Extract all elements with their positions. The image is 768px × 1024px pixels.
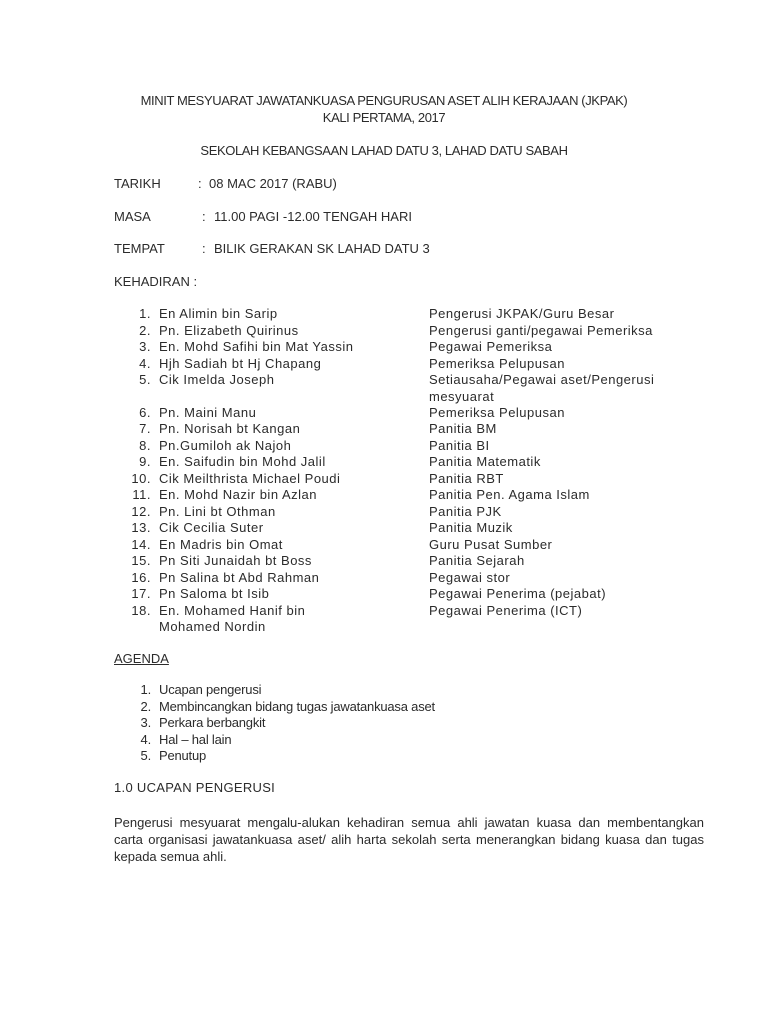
attendee-number: 7. bbox=[139, 421, 151, 436]
attendee-number: 6. bbox=[139, 404, 151, 420]
attendee-name: En. Saifudin bin Mohd Jalil bbox=[159, 454, 326, 469]
attendee-name: Pn Saloma bt Isib bbox=[159, 586, 270, 601]
attendee-name: Cik Imelda Joseph bbox=[159, 372, 275, 387]
agenda-text: Ucapan pengerusi bbox=[159, 682, 262, 697]
agenda-item bbox=[0, 732, 768, 749]
meta-value: 08 MAC 2017 (RABU) bbox=[209, 176, 337, 191]
attendee-number: 11. bbox=[132, 487, 151, 502]
attendee-role: Panitia PJK bbox=[429, 503, 502, 519]
agenda-item bbox=[0, 715, 768, 732]
agenda-item bbox=[0, 748, 768, 765]
attendee-role: Pengerusi ganti/pegawai Pemeriksa bbox=[429, 322, 653, 338]
agenda-text: Hal – hal lain bbox=[159, 731, 232, 747]
attendee-number: 18. bbox=[131, 602, 151, 618]
school-name: SEKOLAH KEBANGSAAN LAHAD DATU 3, LAHAD DATU SABAH bbox=[200, 143, 568, 158]
meta-value: 11.00 PAGI -12.00 TENGAH HARI bbox=[214, 209, 412, 224]
attendee-role: Pegawai Penerima (ICT) bbox=[429, 602, 583, 618]
attendee-role: Pegawai stor bbox=[429, 569, 511, 585]
attendee-role: Panitia RBT bbox=[429, 470, 504, 486]
attendance-label: KEHADIRAN : bbox=[114, 274, 198, 289]
attendee-role: Panitia Sejarah bbox=[429, 553, 525, 568]
meta-label: MASA bbox=[114, 209, 151, 224]
attendee-name: Pn.Gumiloh ak Najoh bbox=[159, 437, 292, 453]
attendee-number: 13. bbox=[131, 520, 151, 535]
attendee-number: 5. bbox=[139, 372, 151, 387]
attendee-name: Cik Meilthrista Michael Poudi bbox=[159, 470, 341, 486]
attendee-name: Pn. Norisah bt Kangan bbox=[159, 421, 301, 436]
attendee-role: Pemeriksa Pelupusan bbox=[429, 355, 565, 371]
attendee-name: En Madris bin Omat bbox=[159, 536, 283, 552]
attendee-name: Pn Salina bt Abd Rahman bbox=[159, 569, 320, 585]
agenda-number: 2. bbox=[140, 698, 151, 714]
meta-colon: : bbox=[202, 241, 206, 256]
attendee-role: Panitia BM bbox=[429, 421, 497, 436]
attendee-role: Panitia Muzik bbox=[429, 520, 513, 535]
attendee-number: 15. bbox=[131, 553, 151, 568]
attendee-name: En. Mohd Safihi bin Mat Yassin bbox=[159, 339, 354, 354]
attendee-name: Pn. Maini Manu bbox=[159, 404, 257, 420]
attendee-number: 8. bbox=[139, 437, 151, 453]
document-subtitle: KALI PERTAMA, 2017 bbox=[322, 110, 446, 125]
agenda-item bbox=[0, 699, 768, 716]
attendee-role: Panitia BI bbox=[429, 437, 490, 453]
attendee-number: 10. bbox=[131, 470, 151, 486]
agenda-text: Penutup bbox=[159, 748, 207, 763]
section-paragraph: Pengerusi mesyuarat mengalu-alukan kehadiran semua ahli jawatan kuasa dan membentangkan carta organisasi jawatankuasa aset/ alih harta sekolah serta menerangkan bidang kuasa dan tugas kepada semua ahli. bbox=[114, 815, 704, 864]
agenda-text: Perkara berbangkit bbox=[159, 715, 266, 730]
section-heading: 1.0 UCAPAN PENGERUSI bbox=[114, 780, 276, 795]
agenda-number: 1. bbox=[140, 682, 151, 697]
meta-label: TARIKH bbox=[114, 176, 161, 191]
attendee-number: 14. bbox=[131, 536, 151, 552]
meta-value: BILIK GERAKAN SK LAHAD DATU 3 bbox=[214, 241, 430, 256]
attendee-name: Cik Cecilia Suter bbox=[159, 520, 264, 535]
attendee-name: En Alimin bin Sarip bbox=[159, 306, 278, 321]
attendee-name: Pn. Lini bt Othman bbox=[159, 503, 276, 519]
attendee-number: 16. bbox=[131, 569, 151, 585]
attendee-number: 1. bbox=[139, 306, 151, 321]
attendee-role: Guru Pusat Sumber bbox=[429, 536, 553, 552]
meta-colon: : bbox=[198, 176, 202, 191]
agenda-number: 4. bbox=[140, 731, 151, 747]
attendee-role: Panitia Matematik bbox=[429, 454, 541, 469]
attendee-role: Setiausaha/Pegawai aset/Pengerusi mesyuarat bbox=[429, 372, 655, 404]
attendee-name: Hjh Sadiah bt Hj Chapang bbox=[159, 355, 322, 371]
attendee-name: Pn Siti Junaidah bt Boss bbox=[159, 553, 312, 568]
attendee-number: 9. bbox=[139, 454, 151, 469]
attendee-role: Pegawai Pemeriksa bbox=[429, 339, 553, 354]
meta-label: TEMPAT bbox=[114, 241, 165, 256]
attendee-name: En. Mohd Nazir bin Azlan bbox=[159, 487, 317, 502]
attendee-name: Pn. Elizabeth Quirinus bbox=[159, 322, 299, 338]
attendee-number: 4. bbox=[139, 355, 151, 371]
attendee-role: Pengerusi JKPAK/Guru Besar bbox=[429, 306, 615, 321]
agenda-item bbox=[0, 682, 768, 699]
agenda-text: Membincangkan bidang tugas jawatankuasa aset bbox=[159, 698, 435, 714]
document-title: MINIT MESYUARAT JAWATANKUASA PENGURUSAN ASET ALIH KERAJAAN (JKPAK) bbox=[140, 93, 628, 108]
attendee-number: 2. bbox=[139, 322, 151, 338]
attendee-number: 12. bbox=[131, 503, 151, 519]
agenda-number: 3. bbox=[140, 715, 151, 730]
agenda-number: 5. bbox=[140, 748, 151, 763]
attendee-name: En. Mohamed Hanif bin Mohamed Nordin bbox=[159, 602, 306, 634]
agenda-heading: AGENDA bbox=[114, 651, 169, 666]
attendee-role: Pegawai Penerima (pejabat) bbox=[429, 586, 607, 601]
attendee-number: 3. bbox=[139, 339, 151, 354]
attendee-role: Panitia Pen. Agama Islam bbox=[429, 487, 590, 502]
attendee-number: 17. bbox=[131, 586, 151, 601]
meta-colon: : bbox=[202, 209, 206, 224]
attendee-role: Pemeriksa Pelupusan bbox=[429, 404, 565, 420]
